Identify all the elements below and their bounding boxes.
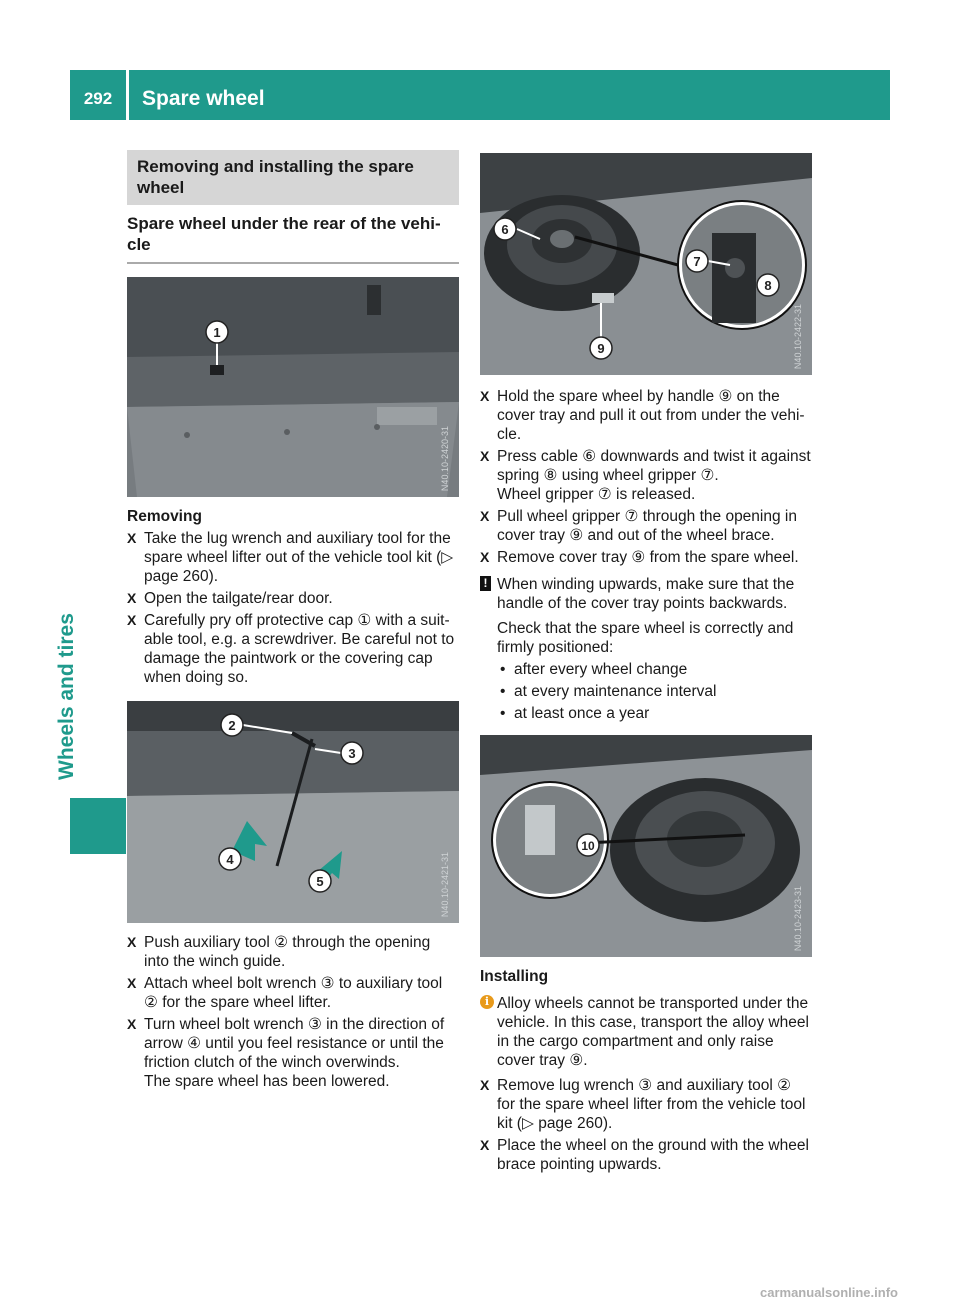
step-item: X Pull wheel gripper ⑦ through the opening in cover tray ⑨ and out of the wheel brace. <box>480 507 812 545</box>
callout-5: 5 <box>316 874 324 889</box>
header-divider <box>126 70 129 120</box>
chapter-marker <box>70 798 126 854</box>
winch-tools-illustration <box>127 701 459 923</box>
callout-6: 6 <box>501 222 509 237</box>
list-item: • after every wheel change <box>497 660 812 679</box>
step-item: X Open the tailgate/rear door. <box>127 589 459 608</box>
watermark: carmanualsonline.info <box>760 1285 898 1300</box>
list-item: • at every maintenance interval <box>497 682 812 701</box>
callout-10: 10 <box>581 839 595 853</box>
cover-tray-illustration <box>480 735 812 957</box>
info-icon: i <box>480 995 494 1009</box>
callout-7: 7 <box>693 254 701 269</box>
callout-8: 8 <box>764 278 772 293</box>
callout-1: 1 <box>213 325 221 340</box>
step-item: X Push auxiliary tool ② through the opening into the winch guide. <box>127 933 459 971</box>
step-item: X Press cable ⑥ downwards and twist it against spring ⑧ using wheel gripper ⑦. <box>480 447 812 485</box>
info-notice <box>480 994 812 1070</box>
figure-code: N40.10-2423-31 <box>793 885 803 951</box>
step-item: X Turn wheel bolt wrench ③ in the direction of arrow ④ until you feel resistance or until the friction clutch of the winch overwinds. <box>127 1015 459 1072</box>
warning-icon: ! <box>480 576 491 591</box>
step-item: X Attach wheel bolt wrench ③ to auxiliary tool ② for the spare wheel lifter. <box>127 974 459 1012</box>
warning-text: When winding upwards, make sure that the handle of the cover tray points backwards. <box>497 576 795 612</box>
step-item: X Carefully pry off protective cap ① with a suit-able tool, e.g. a screwdriver. Be careful not to damage the paintwork or the covering cap when doing so. <box>127 611 459 687</box>
left-column <box>127 150 459 1091</box>
step-result: Wheel gripper ⑦ is released. <box>497 486 696 503</box>
callout-2: 2 <box>228 718 236 733</box>
step-result: The spare wheel has been lowered. <box>144 1073 390 1090</box>
step-item: X Place the wheel on the ground with the wheel brace pointing upwards. <box>480 1136 812 1174</box>
step-item: X Take the lug wrench and auxiliary tool for the spare wheel lifter out of the vehicle tool kit (▷ page 260). <box>127 529 459 586</box>
callout-9: 9 <box>597 341 605 356</box>
figure-winch-tools <box>127 701 459 923</box>
warning-notice <box>480 575 812 613</box>
section-title: Removing and installing the spare wheel <box>127 150 459 205</box>
callout-4: 4 <box>226 852 234 867</box>
figure-code: N40.10-2421-31 <box>440 851 450 917</box>
chapter-sidebar <box>55 120 126 1232</box>
check-text: Check that the spare wheel is correctly and firmly positioned: <box>497 620 794 656</box>
figure-code: N40.10-2420-31 <box>440 425 450 491</box>
callout-3: 3 <box>348 746 356 761</box>
figure-code: N40.10-2422-31 <box>793 303 803 369</box>
page-title: Spare wheel <box>142 87 265 110</box>
chapter-label: Wheels and tires <box>55 613 78 780</box>
page-number: 292 <box>83 89 113 108</box>
subsection-title: Spare wheel under the rear of the vehi-cle <box>127 213 459 264</box>
installing-heading: Installing <box>480 968 549 985</box>
right-column <box>480 153 812 1174</box>
spare-wheel-illustration <box>480 153 812 375</box>
rear-bumper-illustration <box>127 277 459 497</box>
step-item: X Remove cover tray ⑨ from the spare wheel. <box>480 548 812 567</box>
list-item: • at least once a year <box>497 704 812 723</box>
info-text: Alloy wheels cannot be transported under the vehicle. In this case, transport the alloy wheel in the cargo compartment and only raise cover tray ⑨. <box>497 995 809 1069</box>
figure-spare-wheel-under <box>480 153 812 375</box>
figure-rear-bumper <box>127 277 459 497</box>
removing-heading: Removing <box>127 508 202 525</box>
step-item: X Remove lug wrench ③ and auxiliary tool ② for the spare wheel lifter from the vehicle tool kit (▷ page 260). <box>480 1076 812 1133</box>
step-item: X Hold the spare wheel by handle ⑨ on the cover tray and pull it out from under the vehi-cle. <box>480 387 812 444</box>
figure-cover-tray <box>480 735 812 957</box>
page-header <box>70 70 890 120</box>
